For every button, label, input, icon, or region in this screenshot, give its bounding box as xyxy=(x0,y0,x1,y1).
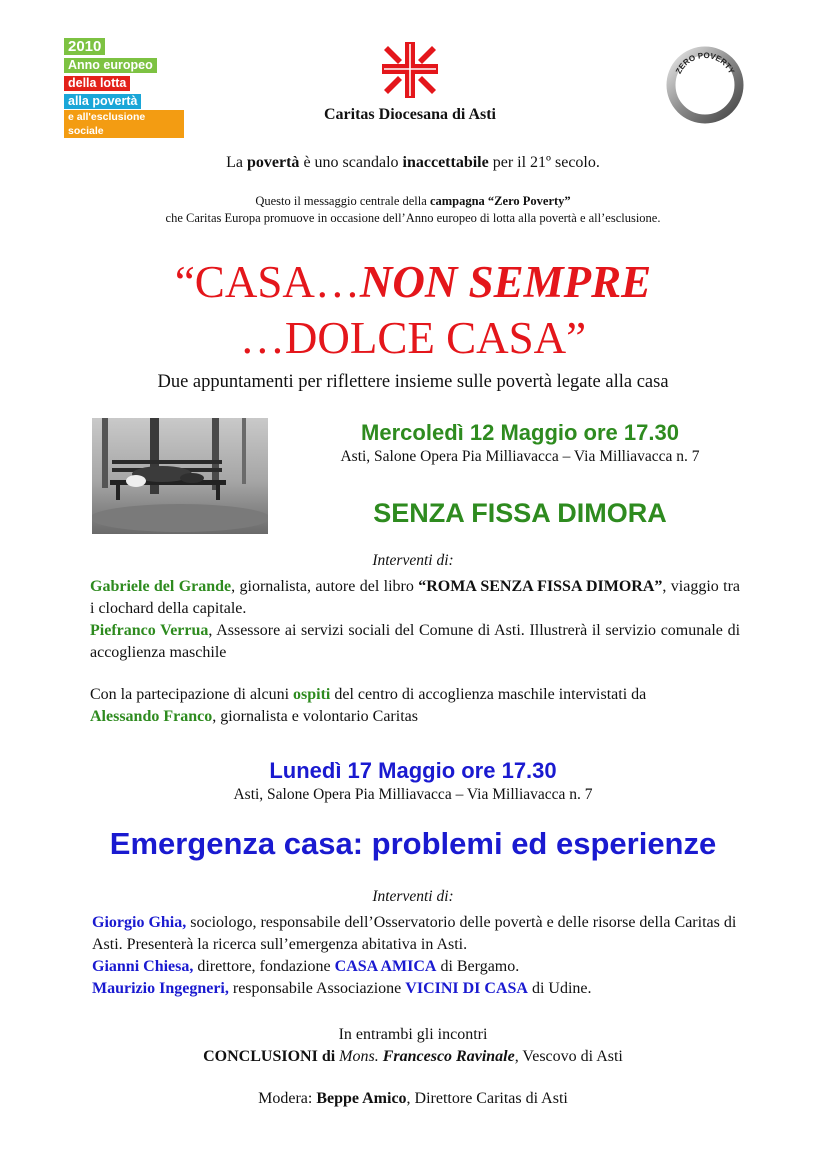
homeless-bench-photo xyxy=(92,418,268,534)
event1-venue: Asti, Salone Opera Pia Milliavacca – Via Milliavacca n. 7 xyxy=(340,448,700,465)
main-title-line1: “CASA…NON SEMPRE xyxy=(174,257,652,307)
event2-venue: Asti, Salone Opera Pia Milliavacca – Via Milliavacca n. 7 xyxy=(233,786,593,803)
zero-poverty-text: ZERO POVERTY xyxy=(673,50,737,76)
closing-conclusions: In entrambi gli incontri CONCLUSIONI di Mons. Francesco Ravinale, Vescovo di Asti xyxy=(203,1026,623,1065)
logo-line: alla povertà xyxy=(64,94,141,109)
event1-speaker1: Gabriele del Grande, giornalista, autore del libro “ROMA SENZA FISSA DIMORA”, viaggio tra i clochard della capitale. xyxy=(90,578,740,617)
subtitle: Due appuntamenti per riflettere insieme sulle povertà legate alla casa xyxy=(157,372,669,392)
event2-speaker1: Giorgio Ghia, sociologo, responsabile dell’Osservatorio delle povertà e delle risorse della Caritas di Asti. Presenterà la ricerca sull’emergenza abitativa in Asti. xyxy=(92,914,737,953)
zero-poverty-logo xyxy=(664,44,746,126)
event1-title: SENZA FISSA DIMORA xyxy=(373,498,667,528)
logo-year: 2010 xyxy=(64,38,105,55)
event2-interventi-heading: Interventi di: xyxy=(372,888,454,905)
event2-speaker2: Gianni Chiesa, direttore, fondazione CASA AMICA di Bergamo. xyxy=(92,958,520,975)
logo-line: della lotta xyxy=(64,76,130,91)
logo-line: e all'esclusione sociale xyxy=(64,110,184,138)
event1-speaker2: Piefranco Verrua, Assessore ai servizi sociali del Comune di Asti. Illustrerà il servizio comunale di accoglienza maschile xyxy=(90,622,741,661)
european-year-logo xyxy=(64,38,184,139)
event2-speakers xyxy=(92,912,752,1000)
campaign-text: Questo il messaggio centrale della campagna “Zero Poverty” che Caritas Europa promuove in occasione dell’Anno europeo di lotta alla povertà e all’esclusione. xyxy=(165,194,661,225)
event1-guests: Con la partecipazione di alcuni ospiti del centro di accoglienza maschile intervistati da Alessando Franco, giornalista e volontario Caritas xyxy=(90,686,647,725)
tagline: La povertà è uno scandalo inaccettabile per il 21º secolo. xyxy=(226,154,600,171)
organization-name: Caritas Diocesana di Asti xyxy=(324,106,496,123)
event1-date: Mercoledì 12 Maggio ore 17.30 xyxy=(361,420,679,445)
main-title-line2: …DOLCE CASA” xyxy=(239,313,587,363)
caritas-cross-icon xyxy=(380,40,440,100)
event2-title: Emergenza casa: problemi ed esperienze xyxy=(109,826,717,861)
logo-line: Anno europeo xyxy=(64,58,157,73)
event2-date: Lunedì 17 Maggio ore 17.30 xyxy=(269,758,557,783)
event2-speaker3: Maurizio Ingegneri, responsabile Associazione VICINI DI CASA di Udine. xyxy=(92,980,592,997)
event1-interventi-heading: Interventi di: xyxy=(372,552,454,569)
event1-speakers xyxy=(90,576,740,664)
moderator-line: Modera: Beppe Amico, Direttore Caritas di Asti xyxy=(258,1090,568,1107)
